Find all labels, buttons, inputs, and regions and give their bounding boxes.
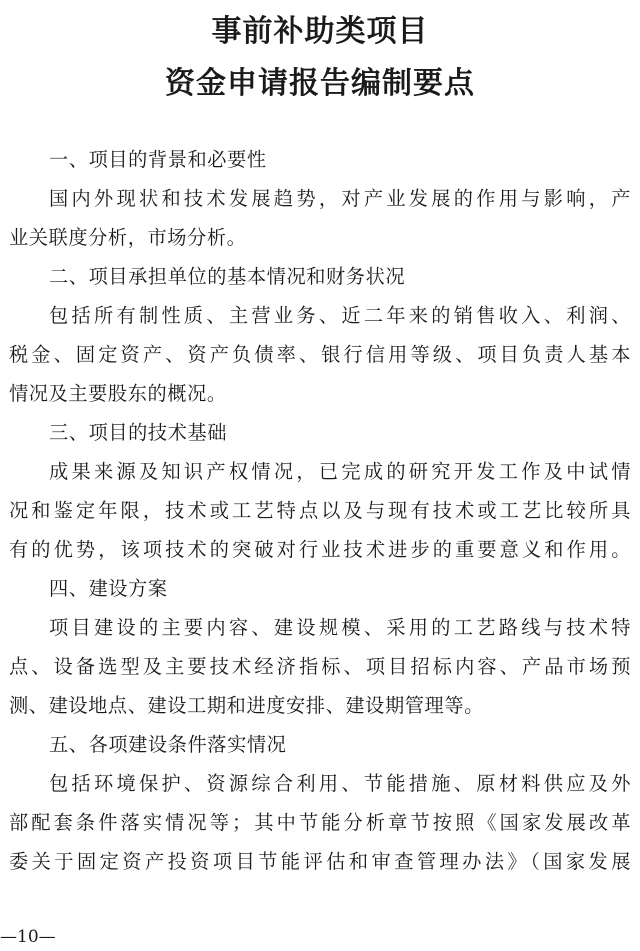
body-text-line: 测、建设地点、建设工期和进度安排、建设期管理等。 xyxy=(9,694,484,717)
body-text-line: 项目建设的主要内容、建设规模、采用的工艺路线与技术特 xyxy=(49,616,631,639)
body-text-line: 税金、固定资产、资产负债率、银行信用等级、项目负责人基本 xyxy=(9,343,631,366)
body-text-line: 业关联度分析，市场分析。 xyxy=(9,226,247,249)
title-line-2: 资金申请报告编制要点 xyxy=(165,66,475,101)
body-text-line: 五、各项建设条件落实情况 xyxy=(49,733,287,756)
title-block xyxy=(0,6,640,110)
title-line-1: 事前补助类项目 xyxy=(211,14,429,49)
body-text-line: 三、项目的技术基础 xyxy=(49,421,228,444)
body-text-line: 成果来源及知识产权情况，已完成的研究开发工作及中试情 xyxy=(49,460,631,483)
body-text-line: 有的优势，该项技术的突破对行业技术进步的重要意义和作用。 xyxy=(9,538,631,561)
body-text-line: 点、设备选型及主要技术经济指标、项目招标内容、产品市场预 xyxy=(9,655,631,678)
body-text-line: 四、建设方案 xyxy=(49,577,168,600)
body-text-line: 一、项目的背景和必要性 xyxy=(49,148,267,171)
body-text-line: 况和鉴定年限，技术或工艺特点以及与现有技术或工艺比较所具 xyxy=(9,499,631,522)
body-text-line: 情况及主要股东的概况。 xyxy=(9,382,227,405)
body-text-line: 部配套条件落实情况等；其中节能分析章节按照《国家发展改革 xyxy=(9,811,631,834)
body-text-line: 国内外现状和技术发展趋势，对产业发展的作用与影响，产 xyxy=(49,187,631,210)
body-text-line: 包括所有制性质、主营业务、近二年来的销售收入、利润、 xyxy=(49,304,631,327)
body-text-line: 包括环境保护、资源综合利用、节能措施、原材料供应及外 xyxy=(49,772,631,795)
body-text-line: 委关于固定资产投资项目节能评估和审查管理办法》（国家发展 xyxy=(9,850,631,873)
document-body xyxy=(9,140,631,881)
body-text-line: 二、项目承担单位的基本情况和财务状况 xyxy=(49,265,406,288)
page-number: —10— xyxy=(0,927,56,947)
